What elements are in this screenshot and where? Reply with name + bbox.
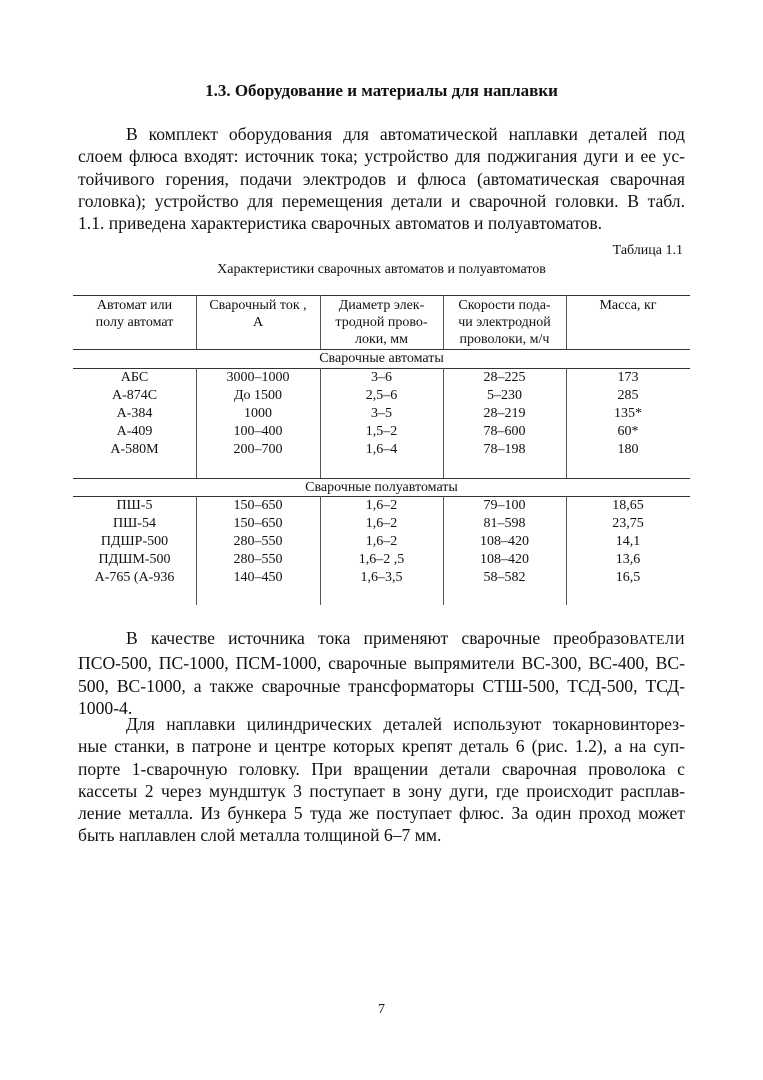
- cell-model: АБС: [120, 370, 149, 385]
- cell-current: 100–400: [233, 424, 283, 439]
- cell-mass: 13,6: [615, 552, 641, 567]
- column-header-mass: [566, 297, 690, 314]
- cell-model: А-874С: [111, 388, 158, 403]
- cell-current: 200–700: [233, 442, 283, 457]
- cell-diameter: 1,6–2 ,5: [358, 552, 405, 567]
- cell-model: А-409: [116, 424, 153, 439]
- section-heading: 1.3. Оборудование и материалы для наплавки: [205, 81, 558, 100]
- cell-model: ПДШР-500: [100, 534, 169, 549]
- cell-mass: 16,5: [615, 570, 641, 585]
- table-row: [73, 533, 690, 551]
- column-header-model: [73, 297, 196, 331]
- text-line: головка); устройство для перемещения детали и сварочной головки. В табл.: [78, 190, 685, 211]
- cell-mass: 135*: [614, 406, 642, 421]
- table-row: [73, 369, 690, 387]
- cell-model: А-765 (А-936: [94, 570, 175, 585]
- table-row: [73, 441, 690, 459]
- paragraph-cylinder-surfacing: [78, 713, 685, 847]
- text-fragment: В качестве источника тока применяют сварочные преобразо: [126, 628, 630, 648]
- text-line: ПСО-500, ПС-1000, ПСМ-1000, сварочные выпрямители ВС-300, ВС-400, ВС-: [78, 653, 685, 674]
- cell-speed: 58–582: [483, 570, 526, 585]
- section-title-semiautomats: Сварочные полуавтоматы: [305, 480, 458, 495]
- text-line: ление металла. Из бункера 5 туда же поступает флюс. За один проход может: [78, 803, 685, 824]
- paragraph-intro: [78, 123, 685, 234]
- header-line: Сварочный ток ,: [209, 298, 307, 313]
- cell-mass: 173: [617, 370, 639, 385]
- text-line: [78, 627, 685, 652]
- cell-current: 280–550: [233, 534, 283, 549]
- cell-current: 1000: [244, 406, 272, 421]
- cell-current: 150–650: [233, 498, 283, 513]
- cell-model: ПДШМ-500: [98, 552, 171, 567]
- header-line: локи, мм: [355, 332, 408, 347]
- text-line: слоем флюса входят: источник тока; устройство для поджигания дуги и ее ус-: [78, 146, 685, 167]
- cell-model: А-580М: [110, 442, 159, 457]
- table-caption: Характеристики сварочных автоматов и полуавтоматов: [217, 262, 546, 277]
- header-line: Автомат или: [96, 298, 173, 313]
- cell-diameter: 1,6–2: [365, 516, 398, 531]
- cell-diameter: 3–5: [371, 406, 392, 421]
- header-line: Масса, кг: [599, 298, 657, 313]
- section-title-automats: Сварочные автоматы: [319, 351, 444, 366]
- cell-speed: 81–598: [483, 516, 526, 531]
- cell-mass: 285: [617, 388, 639, 403]
- cell-current: 280–550: [233, 552, 283, 567]
- header-line: тродной прово-: [335, 315, 428, 330]
- table-row: [73, 551, 690, 569]
- cell-diameter: 1,6–3,5: [360, 570, 403, 585]
- text-line: 1.1. приведена характеристика сварочных автоматов и полуавтоматов.: [78, 213, 603, 234]
- table-row: [73, 387, 690, 405]
- header-line: чи электродной: [458, 315, 551, 330]
- cell-speed: 28–225: [483, 370, 526, 385]
- cell-mass: 14,1: [615, 534, 641, 549]
- cell-model: А-384: [116, 406, 153, 421]
- cell-current: До 1500: [233, 388, 283, 403]
- text-line: кассеты 2 через мундштук 3 поступает в зону дуги, где происходит расплав-: [78, 780, 685, 801]
- cell-speed: 28–219: [483, 406, 526, 421]
- text-line: Для наплавки цилиндрических деталей используют токарновинторез-: [126, 714, 685, 734]
- cell-diameter: 1,6–2: [365, 534, 398, 549]
- cell-model: ПШ-5: [116, 498, 153, 513]
- text-line: ные станки, в патроне и центре которых крепят деталь 6 (рис. 1.2), а на суп-: [78, 736, 685, 757]
- page-number: 7: [378, 1002, 385, 1017]
- text-line: порте 1-сварочную головку. При вращении детали сварочная проволока с: [78, 758, 685, 779]
- cell-model: ПШ-54: [113, 516, 156, 531]
- text-line: 500, ВС-1000, а также сварочные трансформаторы СТШ-500, ТСД-500, ТСД-: [78, 675, 685, 696]
- table-row: [73, 497, 690, 515]
- cell-mass: 60*: [617, 424, 639, 439]
- cell-mass: 23,75: [612, 516, 644, 531]
- cell-speed: 108–420: [480, 534, 529, 549]
- table-top-rule: [73, 295, 690, 296]
- header-line: проволоки, м/ч: [459, 332, 550, 347]
- text-line: тойчивого горения, подачи электродов и флюса (автоматическая сварочная: [78, 168, 685, 189]
- cell-speed: 5–230: [487, 388, 522, 403]
- column-header-feed-speed: [443, 297, 566, 348]
- cell-speed: 79–100: [483, 498, 526, 513]
- cell-speed: 108–420: [480, 552, 529, 567]
- text-fragment: ВАТЕЛИ: [629, 633, 685, 648]
- cell-current: 3000–1000: [226, 370, 290, 385]
- table-row: [73, 515, 690, 533]
- cell-diameter: 1,6–4: [365, 442, 398, 457]
- cell-current: 140–450: [233, 570, 283, 585]
- column-header-current: [196, 297, 320, 331]
- header-line: полу автомат: [95, 315, 174, 330]
- table-row: [73, 405, 690, 423]
- cell-current: 150–650: [233, 516, 283, 531]
- cell-speed: 78–198: [483, 442, 526, 457]
- cell-diameter: 1,5–2: [365, 424, 398, 439]
- cell-diameter: 1,6–2: [365, 498, 398, 513]
- table-row: [73, 569, 690, 587]
- header-line: А: [252, 315, 264, 330]
- column-header-diameter: [320, 297, 443, 348]
- header-line: Диаметр элек-: [338, 298, 425, 313]
- paragraph-power-sources: [78, 627, 685, 719]
- text-line: В комплект оборудования для автоматической наплавки деталей под: [126, 124, 685, 144]
- cell-mass: 18,65: [612, 498, 644, 513]
- cell-diameter: 3–6: [371, 370, 392, 385]
- header-line: Скорости пода-: [458, 298, 551, 313]
- cell-mass: 180: [617, 442, 639, 457]
- table-label: Таблица 1.1: [612, 243, 683, 258]
- text-line: 1000-4.: [78, 697, 133, 718]
- text-line: быть наплавлен слой металла толщиной 6–7 мм.: [78, 825, 442, 846]
- table-row: [73, 423, 690, 441]
- cell-diameter: 2,5–6: [365, 388, 398, 403]
- cell-speed: 78–600: [483, 424, 526, 439]
